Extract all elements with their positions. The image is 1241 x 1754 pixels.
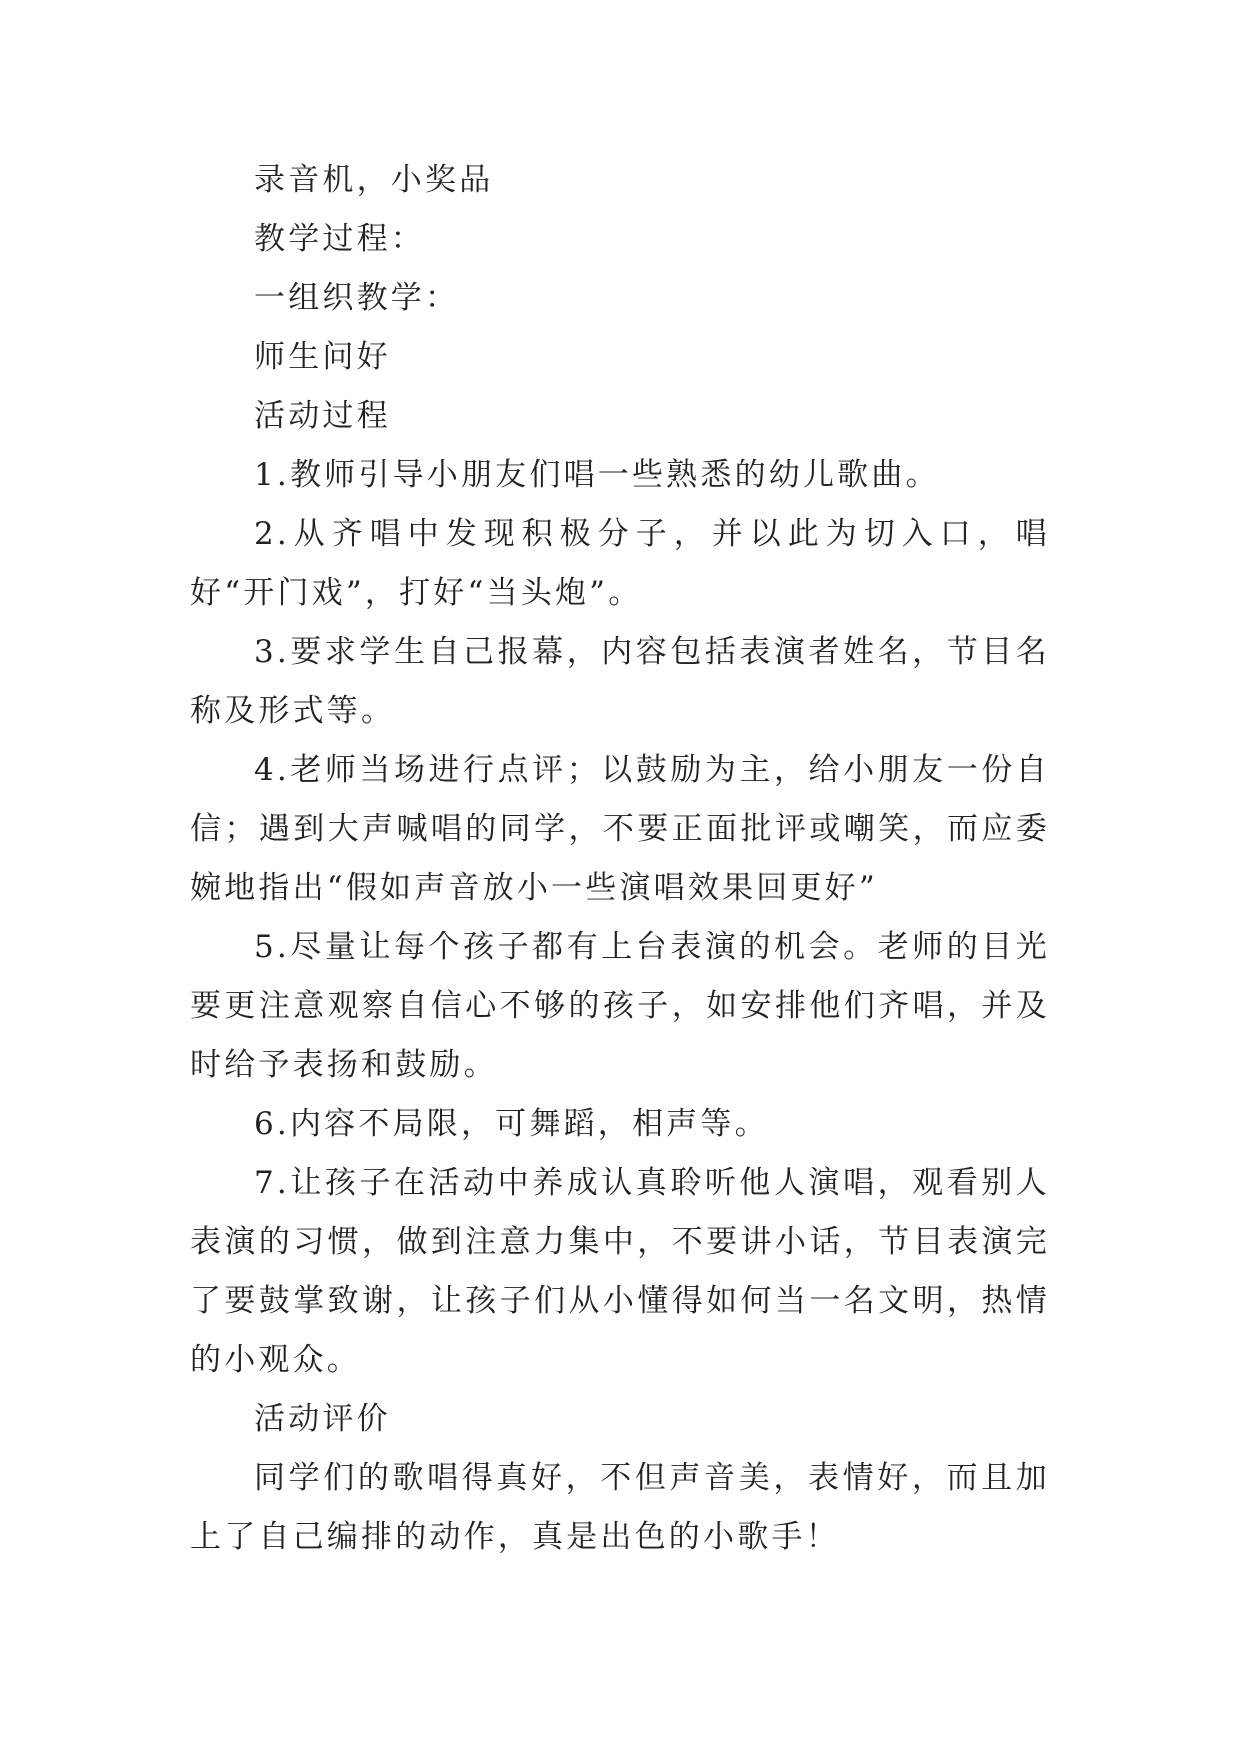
paragraph-step-3: 3.要求学生自己报幕，内容包括表演者姓名，节目名称及形式等。 xyxy=(190,634,1050,729)
document-body xyxy=(190,151,1050,1567)
paragraph-teaching-process-heading: 教学过程： xyxy=(254,221,425,257)
paragraph-step-4: 4.老师当场进行点评；以鼓励为主，给小朋友一份自信；遇到大声喊唱的同学，不要正面批评或嘲笑，而应委婉地指出“假如声音放小一些演唱效果回更好” xyxy=(190,752,1050,906)
paragraph-greeting: 师生问好 xyxy=(254,339,391,375)
paragraph-step-5: 5.尽量让每个孩子都有上台表演的机会。老师的目光要更注意观察自信心不够的孩子，如安排他们齐唱，并及时给予表扬和鼓励。 xyxy=(190,929,1050,1083)
paragraph-step-1: 1.教师引导小朋友们唱一些熟悉的幼儿歌曲。 xyxy=(254,457,940,493)
paragraph-step-6: 6.内容不局限，可舞蹈，相声等。 xyxy=(254,1106,769,1142)
paragraph-organize-teaching-heading: 一组织教学： xyxy=(254,280,460,316)
paragraph-materials: 录音机，小奖品 xyxy=(254,162,494,198)
paragraph-evaluation-text: 同学们的歌唱得真好，不但声音美，表情好，而且加上了自己编排的动作，真是出色的小歌手！ xyxy=(190,1460,1050,1555)
paragraph-step-7: 7.让孩子在活动中养成认真聆听他人演唱，观看别人表演的习惯，做到注意力集中，不要讲小话，节目表演完了要鼓掌致谢，让孩子们从小懂得如何当一名文明，热情的小观众。 xyxy=(190,1165,1050,1378)
paragraph-evaluation-heading: 活动评价 xyxy=(254,1401,391,1437)
paragraph-step-2: 2.从齐唱中发现积极分子，并以此为切入口，唱好“开门戏”，打好“当头炮”。 xyxy=(190,516,1050,611)
paragraph-activity-process-heading: 活动过程 xyxy=(254,398,391,434)
